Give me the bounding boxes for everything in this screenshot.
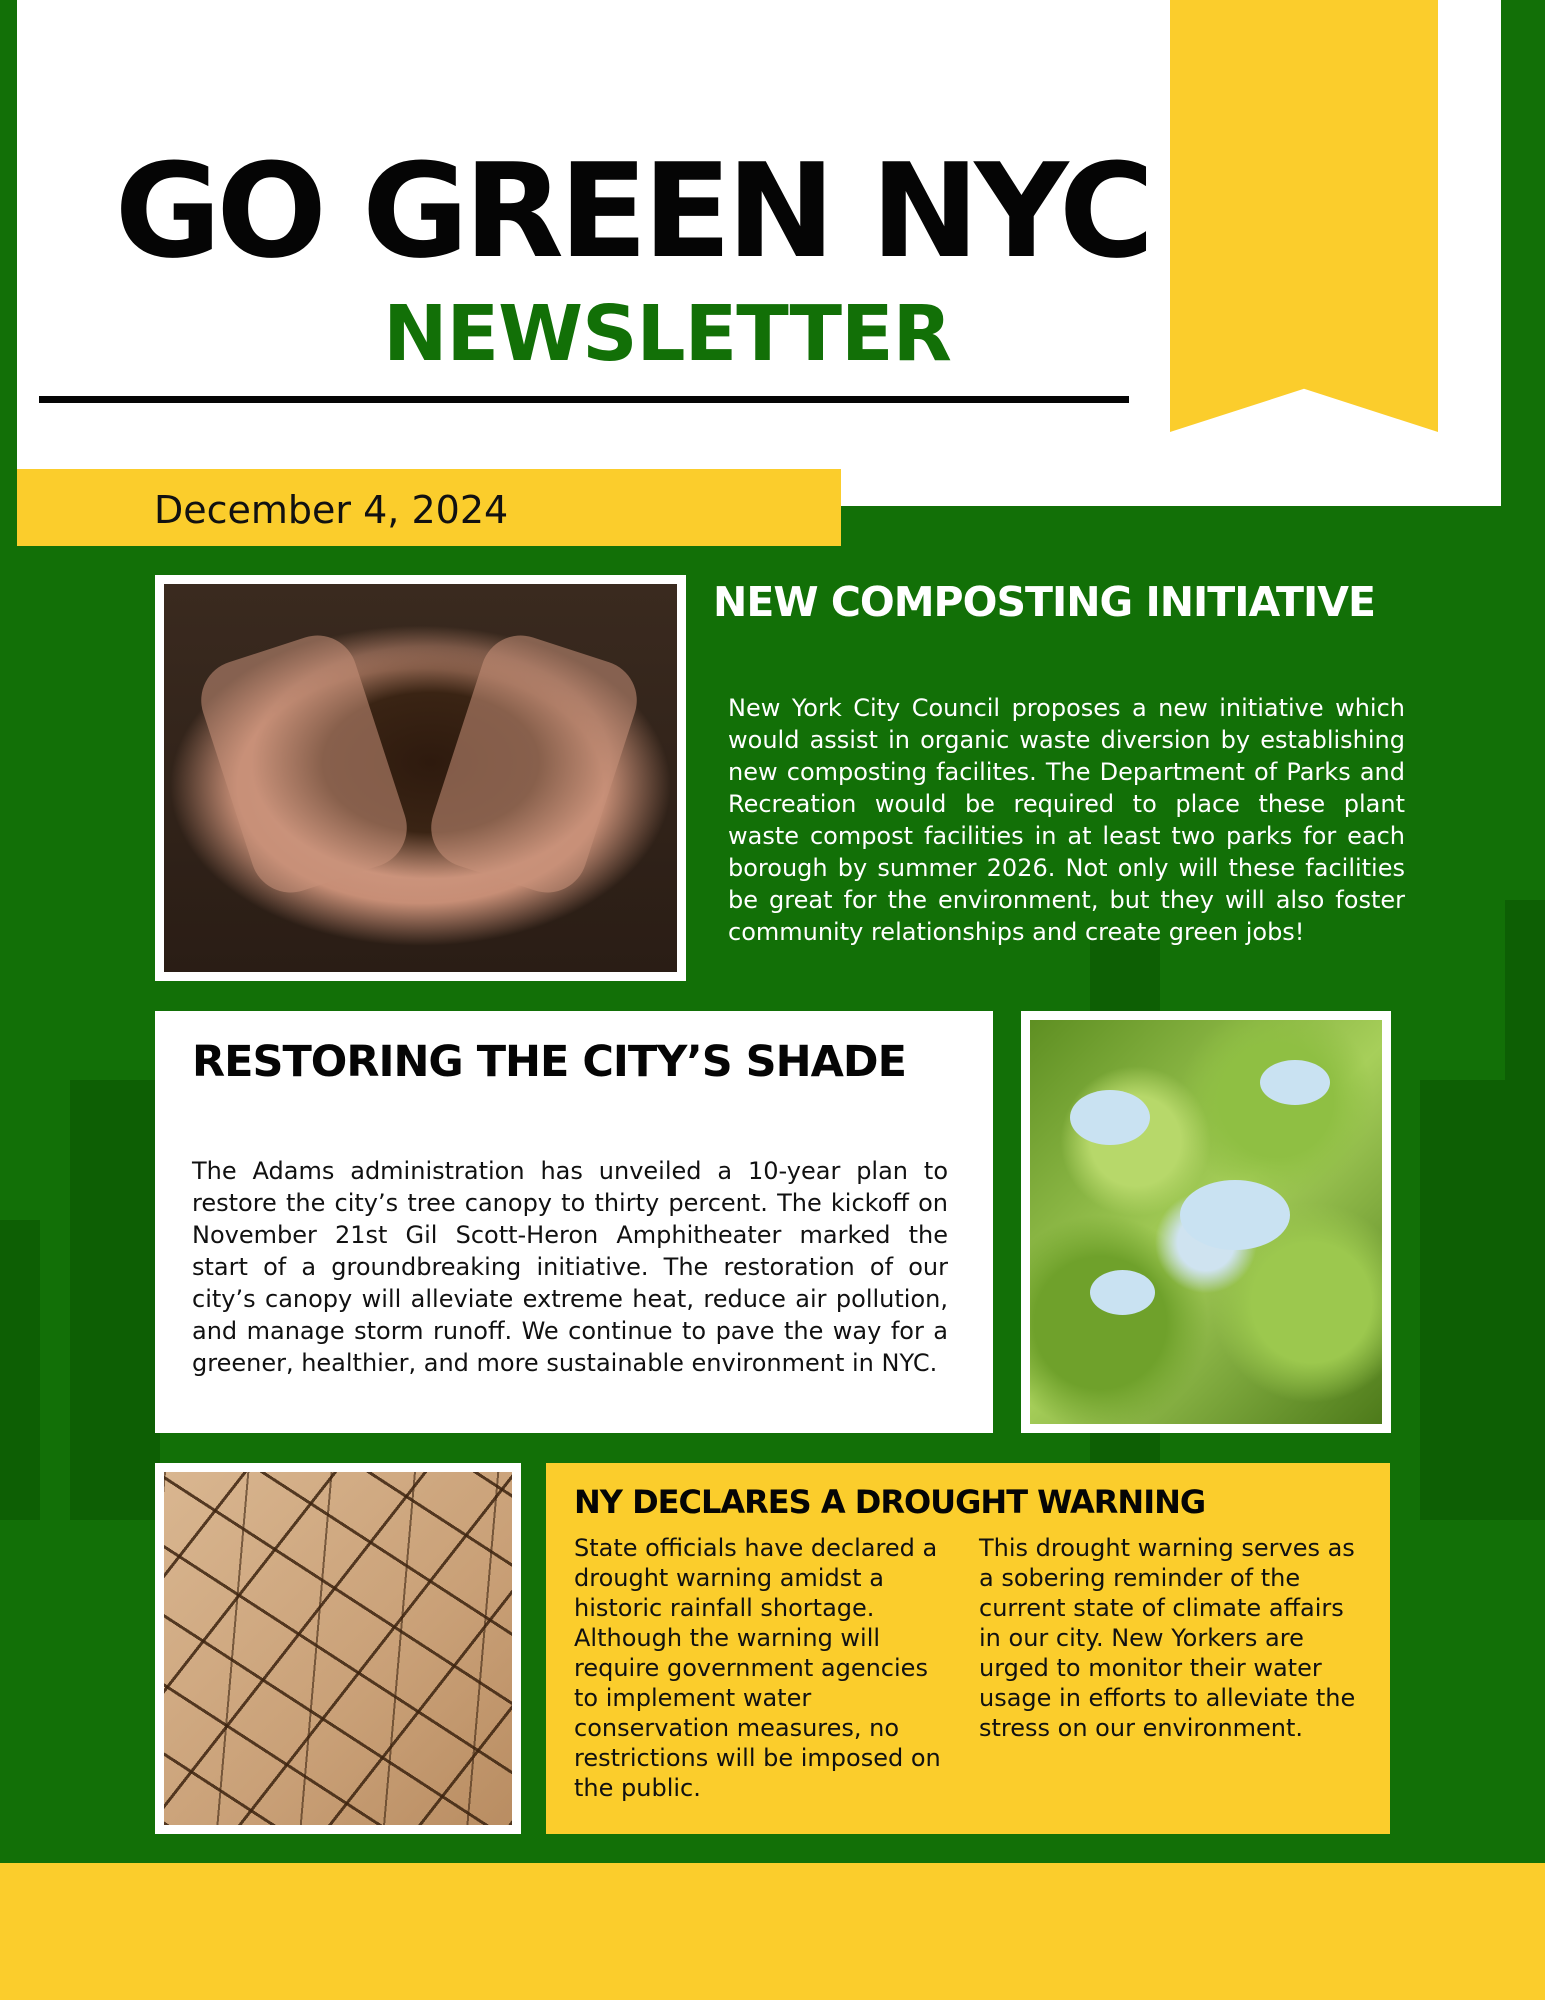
composting-headline: NEW COMPOSTING INITIATIVE — [713, 578, 1376, 626]
drought-article-column-1: State officials have declared a drought warning amidst a historic rainfall shortage. Although the warning will require government agencies to implement water conservation measures, no restrictions will be imposed on the public. — [574, 1534, 941, 1802]
hands-holding-soil-image — [164, 584, 677, 972]
skyline-building — [0, 1220, 40, 1520]
composting-article-text: New York City Council proposes a new initiative which would assist in organic waste diversion by establishing new composting facilites. The Department of Parks and Recreation would be required to place these plant waste compost facilities in at least two parks for each borough by summer 2026. Not only will these facilities be great for the environment, but they will also foster community relationships and create green jobs! — [728, 694, 1405, 946]
drought-article-card — [546, 1463, 1390, 1834]
newsletter-subtitle: NEWSLETTER — [383, 290, 951, 379]
date-banner — [17, 469, 841, 546]
newsletter-title: GO GREEN NYC — [114, 135, 1150, 287]
skyline-building — [70, 1080, 160, 1520]
header-panel — [17, 0, 1501, 506]
sky-gap-image-detail — [1090, 1270, 1155, 1315]
cracked-earth-image — [164, 1472, 512, 1825]
issue-date: December 4, 2024 — [154, 488, 509, 532]
footer-band — [0, 1863, 1545, 2000]
shade-article-card — [155, 1011, 993, 1433]
hand-left-image-detail — [191, 625, 417, 903]
shade-article-text: The Adams administration has unveiled a 10-year plan to restore the city’s tree canopy to thirty percent. The kickoff on November 21st Gil Scott-Heron Amphitheater marked the start of a groundbreaking initiative. The restoration of our city’s canopy will alleviate extreme heat, reduce air pollution, and manage storm runoff. We continue to pave the way for a greener, healthier, and more sustainable environment in NYC. — [192, 1157, 948, 1377]
title-divider — [39, 396, 1129, 403]
drought-headline: NY DECLARES A DROUGHT WARNING — [574, 1483, 1206, 1521]
hand-right-image-detail — [421, 625, 647, 903]
drought-photo-frame — [155, 1463, 521, 1834]
shade-headline: RESTORING THE CITY’S SHADE — [192, 1037, 906, 1087]
tree-canopy-image — [1030, 1020, 1382, 1424]
sky-gap-image-detail — [1260, 1060, 1330, 1105]
drought-article-column-2: This drought warning serves as a sobering reminder of the current state of climate affairs in our city. New Yorkers are urged to monitor their water usage in efforts to alleviate the stress on our environment. — [979, 1534, 1356, 1742]
trees-photo-frame — [1021, 1011, 1391, 1433]
compost-photo-frame — [155, 575, 686, 981]
sky-gap-image-detail — [1070, 1090, 1150, 1145]
skyline-building — [1505, 900, 1545, 1520]
sky-gap-image-detail — [1180, 1180, 1290, 1250]
